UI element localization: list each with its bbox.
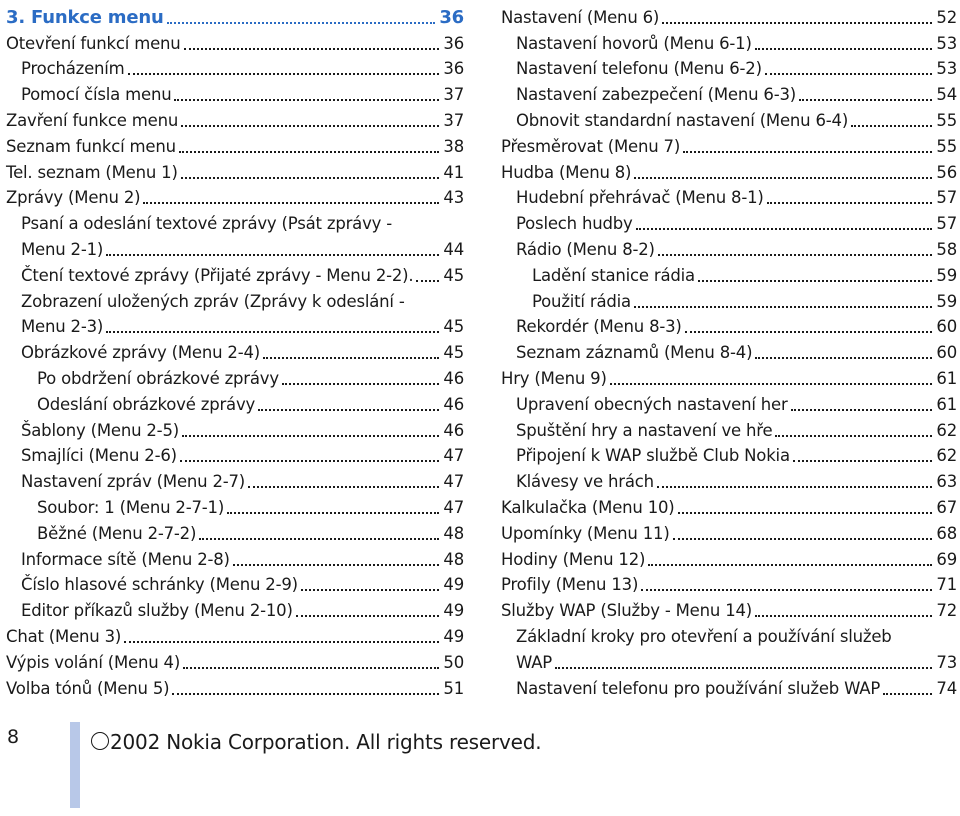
toc-entry[interactable] <box>6 234 464 260</box>
toc-entry[interactable] <box>501 621 957 647</box>
dot-leader <box>755 615 932 617</box>
toc-entry[interactable] <box>6 183 464 209</box>
toc-entry-label: Volba tónů (Menu 5) <box>6 678 170 698</box>
toc-entry[interactable] <box>6 79 464 105</box>
toc-entry-label: WAP <box>516 652 553 672</box>
toc-entry[interactable] <box>501 234 957 260</box>
toc-entry-page: 45 <box>443 265 464 285</box>
toc-entry-page: 37 <box>443 85 464 105</box>
toc-entry-label: Chat (Menu 3) <box>6 626 122 646</box>
toc-entry-page: 56 <box>936 162 957 182</box>
toc-entry-label: Obrázkové zprávy (Menu 2-4) <box>21 343 261 363</box>
dot-leader <box>282 383 439 385</box>
dot-leader <box>793 460 933 462</box>
toc-entry[interactable] <box>501 466 957 492</box>
toc-entry-page: 49 <box>443 601 464 621</box>
toc-entry-label: Informace sítě (Menu 2-8) <box>21 549 230 569</box>
toc-entry[interactable] <box>501 647 957 673</box>
toc-entry-label: Zavření funkce menu <box>6 110 179 130</box>
toc-entry-page: 44 <box>443 239 464 259</box>
dot-leader <box>883 693 932 695</box>
dot-leader <box>106 331 439 333</box>
toc-entry-page: 43 <box>443 188 464 208</box>
toc-entry[interactable] <box>501 492 957 518</box>
toc-entry[interactable] <box>501 570 957 596</box>
toc-column-right <box>501 2 957 699</box>
dot-leader <box>128 73 440 75</box>
toc-entry[interactable] <box>501 363 957 389</box>
toc-entry-page: 61 <box>936 394 957 414</box>
toc-entry[interactable] <box>501 389 957 415</box>
toc-entry-page: 48 <box>443 549 464 569</box>
toc-entry-label: Soubor: 1 (Menu 2-7-1) <box>37 497 225 517</box>
toc-entry-page: 60 <box>936 343 957 363</box>
dot-leader <box>183 667 439 669</box>
dot-leader <box>180 460 440 462</box>
toc-entry-page: 46 <box>443 368 464 388</box>
dot-leader <box>755 48 933 50</box>
toc-entry[interactable] <box>6 595 464 621</box>
toc-entry-label: Seznam záznamů (Menu 8-4) <box>516 343 753 363</box>
dot-leader <box>683 151 932 153</box>
toc-entry-label: Služby WAP (Služby - Menu 14) <box>501 601 753 621</box>
toc-entry[interactable] <box>6 647 464 673</box>
toc-entry-label: Pomocí čísla menu <box>21 85 172 105</box>
dot-leader <box>767 202 933 204</box>
dot-leader <box>641 589 932 591</box>
toc-entry-label: Obnovit standardní nastavení (Menu 6-4) <box>516 110 849 130</box>
dot-leader <box>172 693 439 695</box>
toc-entry[interactable] <box>6 466 464 492</box>
toc-entry-page: 62 <box>936 446 957 466</box>
toc-entry[interactable] <box>501 54 957 80</box>
dot-leader <box>799 99 932 101</box>
dot-leader <box>634 306 932 308</box>
toc-entry-page: 61 <box>936 368 957 388</box>
toc-entry-label: Čtení textové zprávy (Přijaté zprávy - Menu 2-2). <box>21 265 414 285</box>
toc-entry[interactable] <box>6 570 464 596</box>
toc-entry[interactable] <box>501 183 957 209</box>
toc-entry[interactable] <box>6 363 464 389</box>
toc-entry-page: 45 <box>443 317 464 337</box>
toc-column-left <box>6 2 464 699</box>
toc-entry-page: 72 <box>936 601 957 621</box>
toc-entry-label: Profily (Menu 13) <box>501 575 639 595</box>
toc-entry-page: 41 <box>443 162 464 182</box>
dot-leader <box>182 435 439 437</box>
toc-entry-page: 67 <box>936 497 957 517</box>
toc-entry[interactable] <box>501 286 957 312</box>
dot-leader <box>610 383 933 385</box>
toc-entry-label: Seznam funkcí menu <box>6 136 176 156</box>
toc-entry[interactable] <box>501 157 957 183</box>
toc-entry-page: 49 <box>443 575 464 595</box>
toc-entry[interactable] <box>6 157 464 183</box>
toc-entry-label: Nastavení telefonu (Menu 6-2) <box>516 59 762 79</box>
toc-entry-label: Tel. seznam (Menu 1) <box>6 162 178 182</box>
toc-entry-label: Rádio (Menu 8-2) <box>516 239 655 259</box>
toc-entry[interactable] <box>501 673 957 699</box>
toc-entry-page: 36 <box>443 33 464 53</box>
dot-leader <box>775 435 932 437</box>
toc-entry-page: 37 <box>443 110 464 130</box>
toc-entry-page: 62 <box>936 420 957 440</box>
toc-entry-label: Editor příkazů služby (Menu 2-10) <box>21 601 293 621</box>
toc-entry[interactable] <box>6 389 464 415</box>
toc-entry[interactable] <box>501 595 957 621</box>
toc-entry-label: Poslech hudby <box>516 214 633 234</box>
toc-entry[interactable] <box>6 54 464 80</box>
toc-entry-page: 53 <box>936 33 957 53</box>
toc-entry-page: 52 <box>936 7 957 27</box>
toc-heading[interactable] <box>6 2 464 28</box>
toc-entry-page: 73 <box>936 652 957 672</box>
toc-entry-label: Nastavení zpráv (Menu 2-7) <box>21 472 246 492</box>
toc-entry[interactable] <box>501 312 957 338</box>
copyright-notice <box>91 730 541 754</box>
toc-entry-page: 47 <box>443 446 464 466</box>
toc-entry[interactable] <box>6 673 464 699</box>
toc-entry-label: Menu 2-3) <box>21 317 104 337</box>
toc-entry[interactable] <box>6 415 464 441</box>
toc-entry-page: 49 <box>443 626 464 646</box>
toc-entry-page: 47 <box>443 497 464 517</box>
dot-leader <box>673 538 933 540</box>
dot-leader <box>658 254 933 256</box>
toc-entry-label: Hry (Menu 9) <box>501 368 607 388</box>
dot-leader <box>263 357 439 359</box>
toc-entry[interactable] <box>6 518 464 544</box>
toc-entry-label: Nastavení telefonu pro používání služeb WAP <box>516 678 881 698</box>
toc-entry[interactable] <box>6 131 464 157</box>
toc-entry-page: 68 <box>936 523 957 543</box>
toc-entry[interactable] <box>6 312 464 338</box>
toc-entry-label: Číslo hlasové schránky (Menu 2-9) <box>21 575 298 595</box>
toc-entry-page: 46 <box>443 420 464 440</box>
toc-entry-label: Rekordér (Menu 8-3) <box>516 317 682 337</box>
dot-leader <box>301 589 440 591</box>
toc-entry-label: Zobrazení uložených zpráv (Zprávy k odeslání - <box>21 291 405 311</box>
toc-entry-label: Šablony (Menu 2-5) <box>21 420 179 440</box>
toc-entry-label: 3. Funkce menu <box>6 6 164 28</box>
toc-entry-label: Nastavení hovorů (Menu 6-1) <box>516 33 752 53</box>
toc-entry[interactable] <box>501 518 957 544</box>
dot-leader <box>258 409 439 411</box>
dot-leader <box>184 48 440 50</box>
dot-leader <box>124 641 439 643</box>
toc-entry-page: 74 <box>936 678 957 698</box>
toc-entry[interactable] <box>501 208 957 234</box>
dot-leader <box>851 125 932 127</box>
toc-entry[interactable] <box>501 79 957 105</box>
toc-entry-label: Ladění stanice rádia <box>532 265 695 285</box>
toc-entry[interactable] <box>6 286 464 312</box>
toc-entry-label: Připojení k WAP službě Club Nokia <box>516 446 790 466</box>
dot-leader <box>248 486 439 488</box>
toc-entry-label: Běžné (Menu 2-7-2) <box>37 523 197 543</box>
toc-entry[interactable] <box>6 28 464 54</box>
toc-entry[interactable] <box>501 131 957 157</box>
toc-entry-page: 58 <box>936 239 957 259</box>
dot-leader <box>179 151 439 153</box>
dot-leader <box>662 22 932 24</box>
dot-leader <box>227 512 439 514</box>
toc-entry-label: Klávesy ve hrách <box>516 472 654 492</box>
dot-leader <box>143 202 439 204</box>
toc-entry-page: 71 <box>936 575 957 595</box>
toc-entry[interactable] <box>6 337 464 363</box>
dot-leader <box>648 564 932 566</box>
toc-entry-label: Upomínky (Menu 11) <box>501 523 670 543</box>
dot-leader <box>555 667 932 669</box>
toc-entry-page: 47 <box>443 472 464 492</box>
toc-entry-label: Nastavení zabezpečení (Menu 6-3) <box>516 85 796 105</box>
dot-leader <box>167 22 436 24</box>
dot-leader <box>685 331 933 333</box>
toc-entry-page: 55 <box>936 136 957 156</box>
dot-leader <box>755 357 932 359</box>
toc-entry-label: Hodiny (Menu 12) <box>501 549 646 569</box>
toc-entry-page: 51 <box>443 678 464 698</box>
toc-entry-page: 36 <box>443 59 464 79</box>
toc-entry[interactable] <box>6 621 464 647</box>
toc-entry[interactable] <box>6 492 464 518</box>
toc-entry-label: Hudební přehrávač (Menu 8-1) <box>516 188 764 208</box>
toc-entry[interactable] <box>501 105 957 131</box>
toc-entry-page: 45 <box>443 343 464 363</box>
dot-leader <box>791 409 933 411</box>
toc-entry[interactable] <box>6 105 464 131</box>
dot-leader <box>199 538 439 540</box>
toc-entry-page: 69 <box>936 549 957 569</box>
toc-entry-label: Upravení obecných nastavení her <box>516 394 788 414</box>
toc-entry-page: 55 <box>936 110 957 130</box>
toc-entry-page: 59 <box>936 265 957 285</box>
dot-leader <box>698 280 932 282</box>
toc-entry-label: Otevření funkcí menu <box>6 33 181 53</box>
toc-entry[interactable] <box>6 260 464 286</box>
dot-leader <box>678 512 933 514</box>
toc-entry[interactable] <box>501 544 957 570</box>
dot-leader <box>657 486 933 488</box>
toc-entry[interactable] <box>6 208 464 234</box>
copyright-text: 2002 Nokia Corporation. All rights reserved. <box>110 730 542 754</box>
dot-leader <box>181 125 439 127</box>
dot-leader <box>181 177 440 179</box>
toc-entry-page: 60 <box>936 317 957 337</box>
toc-entry-page: 57 <box>936 188 957 208</box>
toc-entry[interactable] <box>501 28 957 54</box>
toc-entry-label: Použití rádia <box>532 291 631 311</box>
toc-entry[interactable] <box>501 415 957 441</box>
toc-entry-page: 53 <box>936 59 957 79</box>
dot-leader <box>106 254 439 256</box>
toc-entry-label: Základní kroky pro otevření a používání služeb <box>516 626 892 646</box>
toc-entry-page: 36 <box>439 6 464 28</box>
toc-entry-label: Psaní a odeslání textové zprávy (Psát zprávy - <box>21 214 393 234</box>
toc-entry-label: Kalkulačka (Menu 10) <box>501 497 675 517</box>
toc-entry-page: 50 <box>443 652 464 672</box>
toc-entry-page: 38 <box>443 136 464 156</box>
toc-entry[interactable] <box>501 337 957 363</box>
dot-leader <box>296 615 440 617</box>
dot-leader <box>765 73 933 75</box>
toc-entry[interactable] <box>6 544 464 570</box>
toc-entry-page: 54 <box>936 85 957 105</box>
page-number: 8 <box>7 726 20 748</box>
toc-entry[interactable] <box>501 2 957 28</box>
toc-entry[interactable] <box>501 260 957 286</box>
toc-entry-label: Menu 2-1) <box>21 239 104 259</box>
dot-leader <box>636 228 933 230</box>
toc-entry-page: 59 <box>936 291 957 311</box>
toc-entry-label: Procházením <box>21 59 125 79</box>
toc-entry-page: 63 <box>936 472 957 492</box>
toc-entry-label: Nastavení (Menu 6) <box>501 7 660 27</box>
copyright-symbol-icon <box>91 732 109 750</box>
toc-entry[interactable] <box>501 441 957 467</box>
dot-leader <box>634 177 932 179</box>
dot-leader <box>416 280 439 282</box>
toc-entry-page: 48 <box>443 523 464 543</box>
toc-entry-label: Zprávy (Menu 2) <box>6 188 141 208</box>
toc-entry-label: Hudba (Menu 8) <box>501 162 632 182</box>
toc-entry-label: Výpis volání (Menu 4) <box>6 652 181 672</box>
dot-leader <box>233 564 440 566</box>
footer-accent-bar <box>70 722 80 808</box>
toc-entry-label: Přesměrovat (Menu 7) <box>501 136 681 156</box>
toc-entry-page: 57 <box>936 214 957 234</box>
toc-entry-page: 46 <box>443 394 464 414</box>
toc-entry-label: Odeslání obrázkové zprávy <box>37 394 256 414</box>
toc-entry-label: Po obdržení obrázkové zprávy <box>37 368 279 388</box>
dot-leader <box>174 99 439 101</box>
toc-entry[interactable] <box>6 441 464 467</box>
toc-entry-label: Smajlíci (Menu 2-6) <box>21 446 177 466</box>
toc-entry-label: Spuštění hry a nastavení ve hře <box>516 420 773 440</box>
